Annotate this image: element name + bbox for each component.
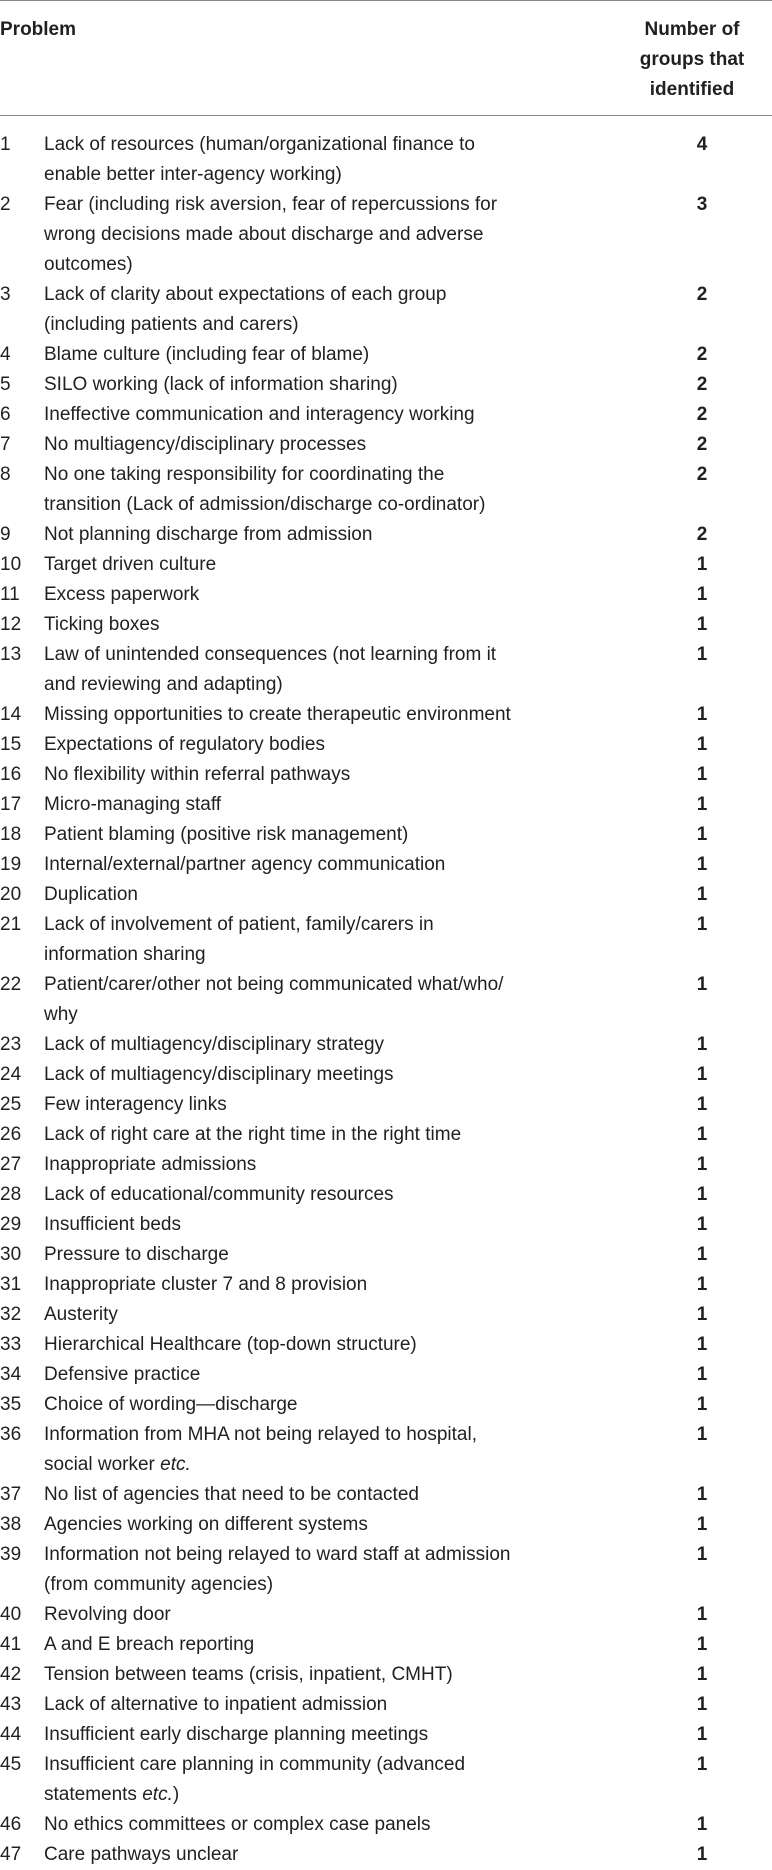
table-row <box>0 1660 772 1690</box>
row-count: 1 <box>696 734 708 755</box>
header-problem: Problem <box>0 19 77 40</box>
row-count: 1 <box>696 1484 708 1505</box>
table-row <box>0 370 772 400</box>
row-count: 1 <box>696 974 708 995</box>
table-row <box>0 1600 772 1630</box>
row-problem <box>44 1060 594 1090</box>
row-problem <box>44 1480 594 1510</box>
row-problem-line: Lack of resources (human/organizational finance to <box>44 134 475 155</box>
row-number: 25 <box>0 1094 22 1115</box>
row-number: 12 <box>0 614 22 635</box>
row-count: 2 <box>696 344 708 365</box>
header-count-line1: Number of <box>644 19 740 40</box>
row-count: 1 <box>696 1064 708 1085</box>
row-number: 9 <box>0 524 11 545</box>
row-problem <box>44 370 594 400</box>
row-count: 1 <box>696 1274 708 1295</box>
table-row <box>0 1540 772 1600</box>
row-problem-line: Insufficient care planning in community (advanced <box>44 1754 466 1775</box>
row-number: 4 <box>0 344 11 365</box>
table-row <box>0 430 772 460</box>
row-number: 14 <box>0 704 22 725</box>
row-count: 1 <box>696 1244 708 1265</box>
table-row <box>0 820 772 850</box>
row-problem <box>44 340 594 370</box>
row-problem <box>44 910 594 970</box>
table-row <box>0 1690 772 1720</box>
row-number: 8 <box>0 464 11 485</box>
row-count: 3 <box>696 194 708 215</box>
row-number: 43 <box>0 1694 22 1715</box>
row-problem-line: why <box>44 1004 78 1025</box>
row-count: 1 <box>696 584 708 605</box>
row-problem-line: Lack of right care at the right time in the right time <box>44 1124 462 1145</box>
row-problem-line: transition (Lack of admission/discharge co-ordinator) <box>44 494 486 515</box>
row-number: 35 <box>0 1394 22 1415</box>
row-problem-line: Lack of multiagency/disciplinary strategy <box>44 1034 385 1055</box>
row-count: 1 <box>696 1304 708 1325</box>
row-number: 45 <box>0 1754 22 1775</box>
row-problem-line: information sharing <box>44 944 206 965</box>
header-count-line3: identified <box>649 79 735 100</box>
row-problem-line: Law of unintended consequences (not learning from it <box>44 644 497 665</box>
row-problem <box>44 1540 594 1600</box>
row-problem-line: (including patients and carers) <box>44 314 299 335</box>
row-problem-line: Insufficient early discharge planning meetings <box>44 1724 429 1745</box>
row-count: 1 <box>696 1124 708 1145</box>
row-problem <box>44 610 594 640</box>
row-problem <box>44 790 594 820</box>
row-problem-line: Excess paperwork <box>44 584 200 605</box>
table-row <box>0 850 772 880</box>
table-row <box>0 1420 772 1480</box>
row-problem-line: Choice of wording—discharge <box>44 1394 298 1415</box>
table-row <box>0 1270 772 1300</box>
row-problem-line: Lack of clarity about expectations of each group <box>44 284 447 305</box>
row-number: 44 <box>0 1724 22 1745</box>
row-number: 15 <box>0 734 22 755</box>
row-problem-line: wrong decisions made about discharge and adverse <box>44 224 484 245</box>
table-row <box>0 1390 772 1420</box>
row-problem-line: statements etc.) <box>44 1784 180 1805</box>
row-problem-line: No one taking responsibility for coordinating the <box>44 464 445 485</box>
row-problem <box>44 280 594 340</box>
row-problem <box>44 1690 594 1720</box>
row-problem-line: Lack of involvement of patient, family/carers in <box>44 914 434 935</box>
row-number: 28 <box>0 1184 22 1205</box>
table-row <box>0 340 772 370</box>
row-problem-line: A and E breach reporting <box>44 1634 255 1655</box>
row-number: 29 <box>0 1214 22 1235</box>
row-problem-line: Care pathways unclear <box>44 1844 239 1865</box>
row-count: 2 <box>696 524 708 545</box>
row-problem <box>44 1510 594 1540</box>
row-problem <box>44 1630 594 1660</box>
row-count: 1 <box>696 1364 708 1385</box>
table-row <box>0 1750 772 1810</box>
row-number: 22 <box>0 974 22 995</box>
row-number: 47 <box>0 1844 22 1865</box>
row-problem <box>44 1150 594 1180</box>
row-problem-line: SILO working (lack of information sharing) <box>44 374 398 395</box>
row-number: 3 <box>0 284 11 305</box>
row-problem <box>44 1750 594 1810</box>
row-count: 1 <box>696 1424 708 1445</box>
table-row <box>0 1480 772 1510</box>
table-row <box>0 640 772 700</box>
row-count: 1 <box>696 1724 708 1745</box>
table-row <box>0 1210 772 1240</box>
row-count: 1 <box>696 1214 708 1235</box>
row-problem-line: Duplication <box>44 884 138 905</box>
table-body <box>0 130 772 1870</box>
table-row <box>0 1180 772 1210</box>
row-count: 1 <box>696 824 708 845</box>
row-count: 1 <box>696 1544 708 1565</box>
row-problem <box>44 730 594 760</box>
row-number: 18 <box>0 824 22 845</box>
row-number: 6 <box>0 404 11 425</box>
row-problem <box>44 1720 594 1750</box>
row-number: 24 <box>0 1064 22 1085</box>
row-number: 17 <box>0 794 22 815</box>
row-number: 21 <box>0 914 22 935</box>
row-problem-line: and reviewing and adapting) <box>44 674 283 695</box>
row-number: 1 <box>0 134 11 155</box>
row-number: 34 <box>0 1364 22 1385</box>
table-row <box>0 1240 772 1270</box>
table-row <box>0 700 772 730</box>
row-number: 13 <box>0 644 22 665</box>
row-problem <box>44 520 594 550</box>
row-number: 38 <box>0 1514 22 1535</box>
row-number: 31 <box>0 1274 22 1295</box>
row-count: 1 <box>696 1394 708 1415</box>
row-problem <box>44 1240 594 1270</box>
row-number: 30 <box>0 1244 22 1265</box>
table-row <box>0 1810 772 1840</box>
row-count: 2 <box>696 434 708 455</box>
table-row <box>0 190 772 280</box>
row-problem-line: Micro-managing staff <box>44 794 222 815</box>
row-problem-line: outcomes) <box>44 254 133 275</box>
row-problem-line: Few interagency links <box>44 1094 227 1115</box>
row-problem-line: No multiagency/disciplinary processes <box>44 434 367 455</box>
row-problem-line: Target driven culture <box>44 554 217 575</box>
row-number: 40 <box>0 1604 22 1625</box>
table-row <box>0 550 772 580</box>
row-count: 1 <box>696 1034 708 1055</box>
row-problem <box>44 760 594 790</box>
row-number: 37 <box>0 1484 22 1505</box>
row-problem <box>44 1120 594 1150</box>
table-row <box>0 1060 772 1090</box>
table-row <box>0 790 772 820</box>
row-problem <box>44 1330 594 1360</box>
table-row <box>0 400 772 430</box>
row-number: 27 <box>0 1154 22 1175</box>
row-count: 1 <box>696 794 708 815</box>
row-problem <box>44 400 594 430</box>
row-problem-line: Fear (including risk aversion, fear of repercussions for <box>44 194 498 215</box>
row-problem <box>44 1030 594 1060</box>
row-problem-line: Blame culture (including fear of blame) <box>44 344 370 365</box>
row-problem <box>44 1390 594 1420</box>
row-count: 2 <box>696 284 708 305</box>
row-number: 19 <box>0 854 22 875</box>
row-number: 20 <box>0 884 22 905</box>
row-problem-line: Hierarchical Healthcare (top-down structure) <box>44 1334 417 1355</box>
row-count: 1 <box>696 854 708 875</box>
row-problem <box>44 1180 594 1210</box>
row-problem-line: Inappropriate cluster 7 and 8 provision <box>44 1274 368 1295</box>
row-problem <box>44 850 594 880</box>
row-number: 16 <box>0 764 22 785</box>
row-problem <box>44 820 594 850</box>
row-problem-line: Lack of alternative to inpatient admission <box>44 1694 388 1715</box>
row-problem-line: Ticking boxes <box>44 614 160 635</box>
row-number: 26 <box>0 1124 22 1145</box>
row-problem-line: Pressure to discharge <box>44 1244 229 1265</box>
row-problem-line: No ethics committees or complex case panels <box>44 1814 431 1835</box>
row-number: 33 <box>0 1334 22 1355</box>
row-problem-line: Inappropriate admissions <box>44 1154 257 1175</box>
row-problem-line: Agencies working on different systems <box>44 1514 368 1535</box>
table-row <box>0 1720 772 1750</box>
row-count: 1 <box>696 914 708 935</box>
row-problem <box>44 700 594 730</box>
row-number: 7 <box>0 434 11 455</box>
row-count: 1 <box>696 704 708 725</box>
row-number: 10 <box>0 554 22 575</box>
row-problem-line: Austerity <box>44 1304 118 1325</box>
row-problem <box>44 190 594 280</box>
row-count: 2 <box>696 404 708 425</box>
row-count: 1 <box>696 884 708 905</box>
table-row <box>0 970 772 1030</box>
row-number: 11 <box>0 584 20 605</box>
row-problem-line: (from community agencies) <box>44 1574 274 1595</box>
header-count-line2: groups that <box>639 49 745 70</box>
table-row <box>0 1090 772 1120</box>
row-problem-line: Patient blaming (positive risk management) <box>44 824 409 845</box>
row-count: 1 <box>696 1094 708 1115</box>
row-problem <box>44 1360 594 1390</box>
row-count: 1 <box>696 1814 708 1835</box>
row-number: 2 <box>0 194 11 215</box>
row-count: 1 <box>696 1754 708 1775</box>
row-count: 1 <box>696 1334 708 1355</box>
row-problem <box>44 430 594 460</box>
row-problem-line: Lack of multiagency/disciplinary meetings <box>44 1064 394 1085</box>
row-count: 2 <box>696 464 708 485</box>
row-number: 32 <box>0 1304 22 1325</box>
row-number: 39 <box>0 1544 22 1565</box>
row-count: 1 <box>696 1664 708 1685</box>
row-problem-line: enable better inter-agency working) <box>44 164 342 185</box>
row-problem-line: No flexibility within referral pathways <box>44 764 351 785</box>
row-number: 42 <box>0 1664 22 1685</box>
row-problem-line: Not planning discharge from admission <box>44 524 373 545</box>
row-problem-line: Information from MHA not being relayed to hospital, <box>44 1424 478 1445</box>
row-problem-line: Internal/external/partner agency communication <box>44 854 446 875</box>
row-problem <box>44 1270 594 1300</box>
row-problem-line: Patient/carer/other not being communicated what/who/ <box>44 974 504 995</box>
table-row <box>0 580 772 610</box>
row-problem-line: Ineffective communication and interagency working <box>44 404 475 425</box>
table-row <box>0 280 772 340</box>
row-problem-line: Defensive practice <box>44 1364 201 1385</box>
table-row <box>0 460 772 520</box>
row-problem <box>44 1600 594 1630</box>
table-row <box>0 1330 772 1360</box>
row-problem <box>44 640 594 700</box>
row-problem-line: social worker etc. <box>44 1454 191 1475</box>
row-count: 1 <box>696 554 708 575</box>
table-row <box>0 1840 772 1870</box>
row-problem <box>44 880 594 910</box>
row-count: 1 <box>696 1154 708 1175</box>
row-problem <box>44 460 594 520</box>
row-problem <box>44 550 594 580</box>
table-row <box>0 1360 772 1390</box>
row-problem <box>44 1090 594 1120</box>
row-problem-line: Insufficient beds <box>44 1214 181 1235</box>
table-row <box>0 910 772 970</box>
table-header <box>0 1 772 116</box>
row-number: 41 <box>0 1634 22 1655</box>
table-row <box>0 520 772 550</box>
row-problem <box>44 1840 594 1870</box>
row-count: 1 <box>696 614 708 635</box>
row-problem <box>44 130 594 190</box>
table-row <box>0 1120 772 1150</box>
row-number: 36 <box>0 1424 22 1445</box>
row-problem-line: Missing opportunities to create therapeutic environment <box>44 704 511 725</box>
row-problem <box>44 580 594 610</box>
table-row <box>0 1510 772 1540</box>
row-problem-line: Lack of educational/community resources <box>44 1184 394 1205</box>
row-problem-line: Tension between teams (crisis, inpatient, CMHT) <box>44 1664 453 1685</box>
row-count: 4 <box>696 134 708 155</box>
row-count: 1 <box>696 644 708 665</box>
table-row <box>0 880 772 910</box>
table-row <box>0 730 772 760</box>
row-count: 2 <box>696 374 708 395</box>
row-number: 46 <box>0 1814 22 1835</box>
row-problem <box>44 1810 594 1840</box>
header-count <box>612 15 772 105</box>
row-problem <box>44 1660 594 1690</box>
row-problem-line: Information not being relayed to ward staff at admission <box>44 1544 511 1565</box>
row-number: 23 <box>0 1034 22 1055</box>
row-problem <box>44 1210 594 1240</box>
row-problem-line: Revolving door <box>44 1604 171 1625</box>
row-number: 5 <box>0 374 11 395</box>
row-problem <box>44 970 594 1030</box>
row-count: 1 <box>696 1694 708 1715</box>
table-row <box>0 760 772 790</box>
row-count: 1 <box>696 1514 708 1535</box>
row-problem <box>44 1300 594 1330</box>
table-row <box>0 1150 772 1180</box>
row-count: 1 <box>696 1604 708 1625</box>
row-problem-line: No list of agencies that need to be contacted <box>44 1484 419 1505</box>
row-count: 1 <box>696 764 708 785</box>
table-row <box>0 610 772 640</box>
table-row <box>0 130 772 190</box>
row-problem <box>44 1420 594 1480</box>
table-row <box>0 1300 772 1330</box>
table-row <box>0 1030 772 1060</box>
row-count: 1 <box>696 1634 708 1655</box>
table-row <box>0 1630 772 1660</box>
row-count: 1 <box>696 1184 708 1205</box>
row-count: 1 <box>696 1844 708 1865</box>
row-problem-line: Expectations of regulatory bodies <box>44 734 325 755</box>
